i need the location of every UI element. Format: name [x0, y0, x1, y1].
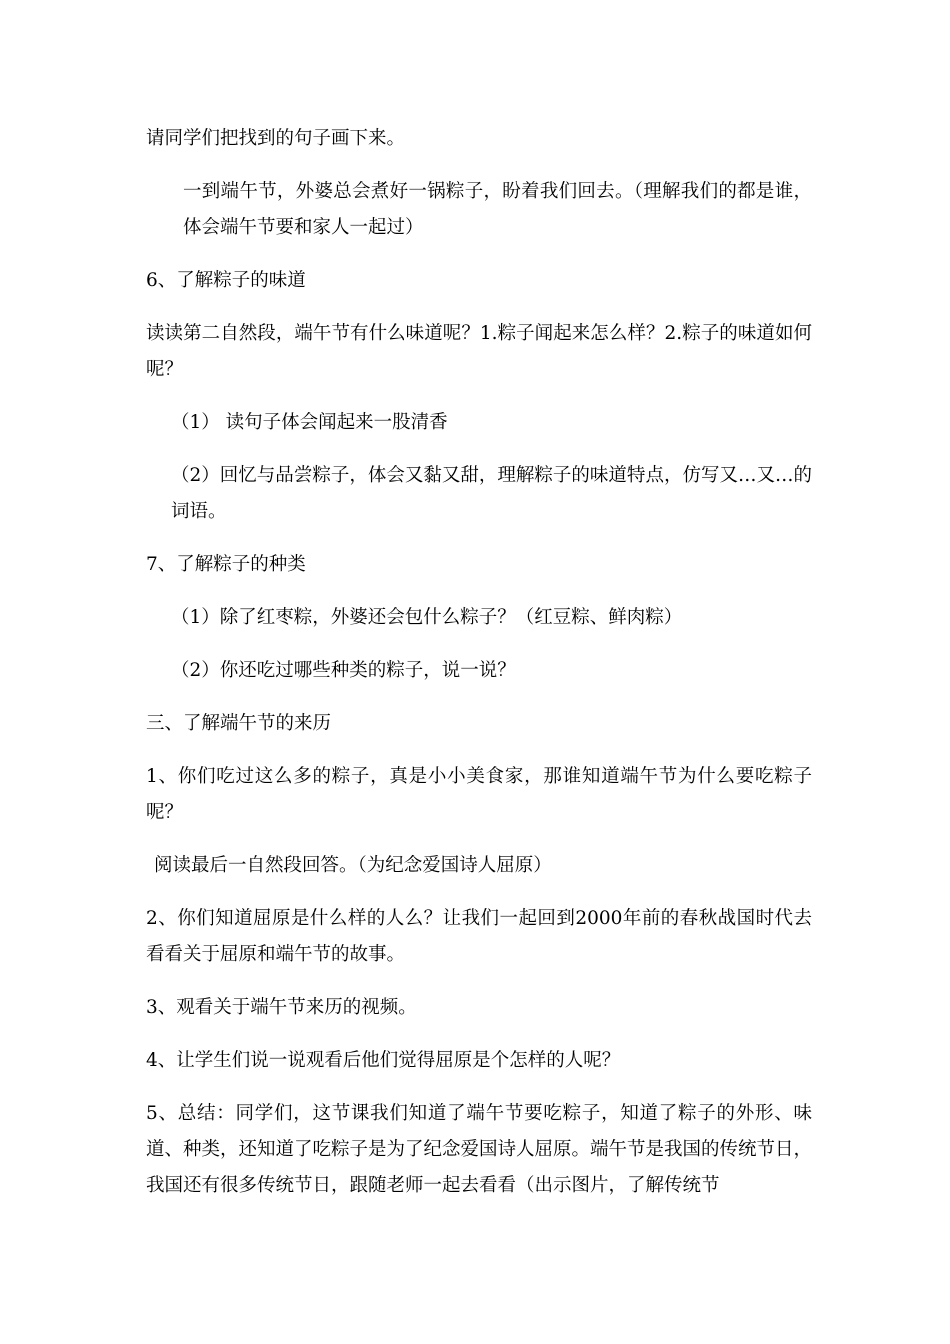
- heading-origin: 三、了解端午节的来历: [146, 713, 332, 734]
- paragraph-discussion: 4、让学生们说一说观看后他们觉得屈原是个怎样的人呢？: [146, 1050, 621, 1071]
- paragraph-read-last: 阅读最后一自然段回答。（为纪念爱国诗人屈原）: [154, 855, 552, 876]
- heading-types: 7、了解粽子的种类: [146, 554, 306, 575]
- list-item-eaten-types: （2）你还吃过哪些种类的粽子，说一说？: [171, 660, 516, 681]
- list-item-smell: （1） 读句子体会闻起来一股清香: [171, 412, 448, 433]
- paragraph-instruction: 请同学们把找到的句子画下来。: [146, 128, 406, 149]
- paragraph-summary: 5、总结：同学们，这节课我们知道了端午节要吃粽子，知道了粽子的外形、味道、种类，还知道了吃粽子是为了纪念爱国诗人屈原。端午节是我国的传统节日，我国还有很多传统节日，跟随老师一起去看看（出示图片，了解传统节: [146, 1103, 813, 1196]
- list-item-recall: （2）回忆与品尝粽子，体会又黏又甜，理解粽子的味道特点，仿写又…又…的词语。: [171, 465, 812, 522]
- paragraph-why-eat: 1、你们吃过这么多的粽子，真是小小美食家，那谁知道端午节为什么要吃粽子呢？: [146, 766, 812, 823]
- paragraph-quote: 一到端午节，外婆总会煮好一锅粽子，盼着我们回去。（理解我们的都是谁，体会端午节要和家人一起过）: [183, 181, 812, 238]
- document-body: [146, 121, 812, 1221]
- list-item-other-zongzi: （1）除了红枣粽，外婆还会包什么粽子？（红豆粽、鲜肉粽）: [171, 607, 683, 628]
- heading-taste: 6、了解粽子的味道: [146, 270, 306, 291]
- paragraph-video: 3、观看关于端午节来历的视频。: [146, 997, 417, 1018]
- paragraph-qu-yuan: 2、你们知道屈原是什么样的人么？让我们一起回到2000年前的春秋战国时代去看看关于屈原和端午节的故事。: [146, 908, 812, 965]
- paragraph-read-second: 读读第二自然段，端午节有什么味道呢？1.粽子闻起来怎么样？2.粽子的味道如何呢？: [146, 323, 812, 380]
